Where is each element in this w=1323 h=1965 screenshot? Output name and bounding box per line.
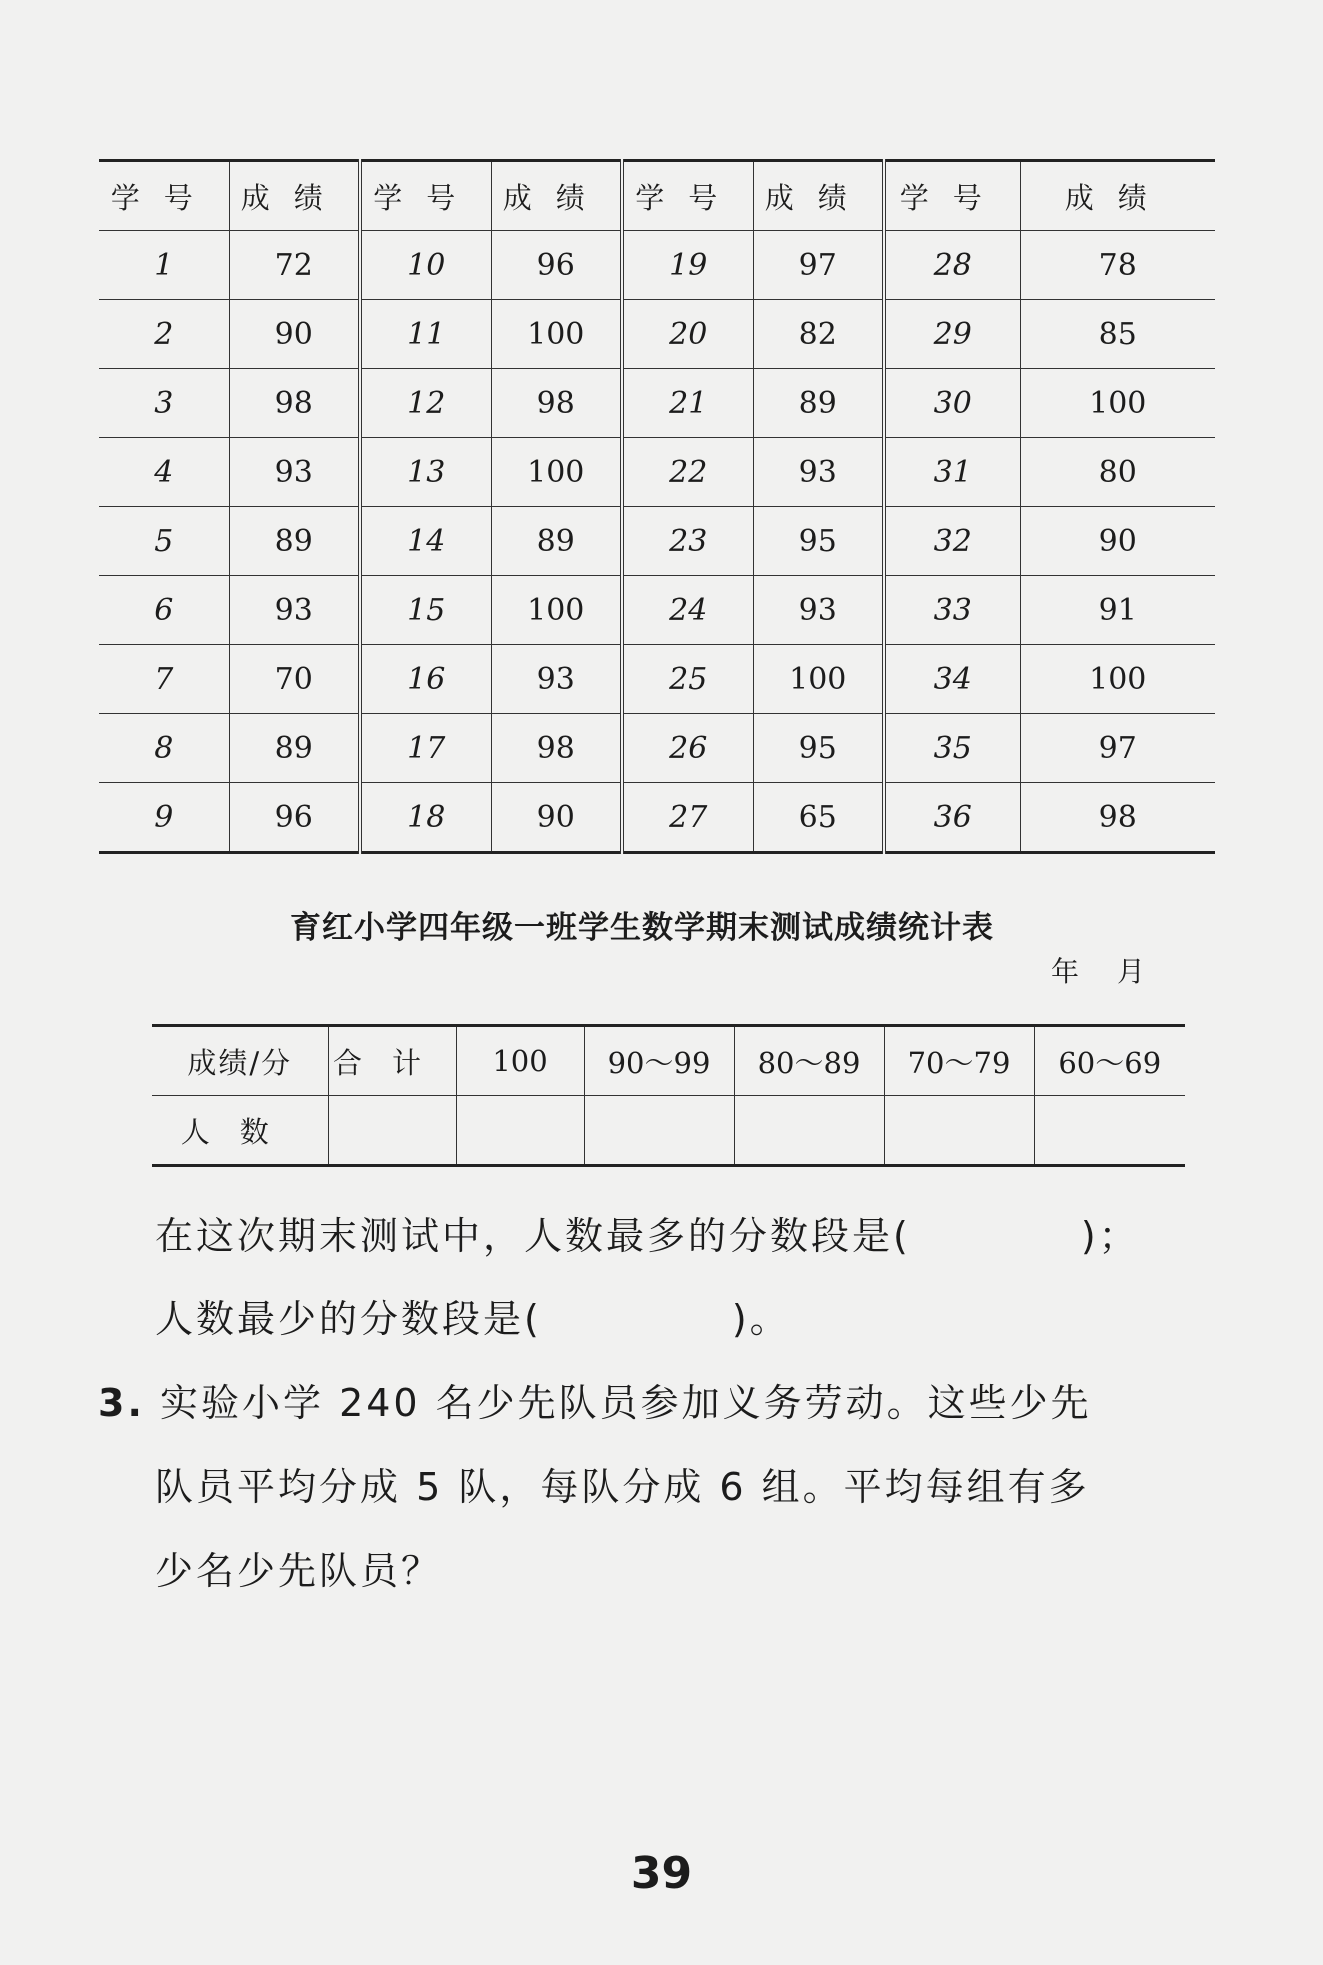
count-input-cell[interactable] [456, 1096, 584, 1166]
question2-line1-text: 在这次期末测试中，人数最多的分数段是( [155, 1214, 911, 1258]
student-id-cell: 33 [884, 576, 1020, 645]
table-row [99, 576, 1215, 645]
score-cell: 95 [753, 714, 884, 783]
table-row [99, 507, 1215, 576]
question2-line1 [155, 1205, 1140, 1260]
student-id-cell: 36 [884, 783, 1020, 853]
count-input-cell[interactable] [734, 1096, 884, 1166]
student-id-cell: 20 [622, 300, 753, 369]
score-cell: 91 [1020, 576, 1215, 645]
range-column-header: 70～79 [884, 1026, 1034, 1096]
score-cell: 89 [491, 507, 622, 576]
score-cell: 89 [229, 507, 360, 576]
header-score: 成绩 [491, 161, 622, 231]
total-column-header: 合计 [328, 1026, 456, 1096]
student-id-cell: 14 [360, 507, 491, 576]
score-cell: 70 [229, 645, 360, 714]
score-cell: 93 [229, 576, 360, 645]
count-label: 人数 [152, 1096, 328, 1166]
page-number: 39 [630, 1848, 693, 1899]
header-score: 成绩 [229, 161, 360, 231]
student-id-cell: 13 [360, 438, 491, 507]
student-id-cell: 3 [99, 369, 229, 438]
question2-line2-end: )。 [731, 1297, 791, 1341]
score-cell: 93 [491, 645, 622, 714]
count-input-cell[interactable] [584, 1096, 734, 1166]
student-id-cell: 2 [99, 300, 229, 369]
score-cell: 100 [491, 300, 622, 369]
table-row [99, 714, 1215, 783]
score-cell: 100 [1020, 369, 1215, 438]
range-column-header: 60～69 [1034, 1026, 1185, 1096]
student-id-cell: 11 [360, 300, 491, 369]
table-row [99, 300, 1215, 369]
student-id-cell: 24 [622, 576, 753, 645]
score-cell: 90 [1020, 507, 1215, 576]
score-cell: 90 [229, 300, 360, 369]
range-column-header: 80～89 [734, 1026, 884, 1096]
score-cell: 100 [753, 645, 884, 714]
score-cell: 98 [491, 714, 622, 783]
student-id-cell: 34 [884, 645, 1020, 714]
question3-line1-text: 实验小学 240 名少先队员参加义务劳动。这些少先 [159, 1381, 1092, 1425]
score-cell: 97 [753, 231, 884, 300]
header-student-id: 学号 [622, 161, 753, 231]
score-cell: 95 [753, 507, 884, 576]
header-score: 成绩 [753, 161, 884, 231]
count-input-cell[interactable] [328, 1096, 456, 1166]
question2-line2-text: 人数最少的分数段是( [155, 1297, 542, 1341]
question2-line1-end: )； [1080, 1214, 1140, 1258]
stats-count-row [152, 1096, 1185, 1166]
header-student-id: 学号 [884, 161, 1020, 231]
question3-line1 [98, 1372, 1092, 1427]
score-cell: 98 [491, 369, 622, 438]
student-id-cell: 19 [622, 231, 753, 300]
student-id-cell: 9 [99, 783, 229, 853]
score-cell: 100 [1020, 645, 1215, 714]
count-input-cell[interactable] [884, 1096, 1034, 1166]
student-id-cell: 30 [884, 369, 1020, 438]
table-row [99, 369, 1215, 438]
student-id-cell: 32 [884, 507, 1020, 576]
student-id-cell: 8 [99, 714, 229, 783]
score-cell: 98 [229, 369, 360, 438]
score-cell: 65 [753, 783, 884, 853]
score-table-header-row [99, 161, 1215, 231]
table-row [99, 783, 1215, 853]
score-cell: 93 [229, 438, 360, 507]
score-cell: 89 [753, 369, 884, 438]
stats-header-row [152, 1026, 1185, 1096]
question3-line3: 少名少先队员？ [155, 1549, 443, 1593]
score-cell: 96 [229, 783, 360, 853]
student-id-cell: 18 [360, 783, 491, 853]
header-student-id: 学号 [99, 161, 229, 231]
score-cell: 85 [1020, 300, 1215, 369]
student-id-cell: 23 [622, 507, 753, 576]
student-id-cell: 35 [884, 714, 1020, 783]
student-id-cell: 26 [622, 714, 753, 783]
student-id-cell: 21 [622, 369, 753, 438]
score-range-label: 成绩/分 [152, 1026, 328, 1096]
student-id-cell: 4 [99, 438, 229, 507]
header-student-id: 学号 [360, 161, 491, 231]
student-id-cell: 29 [884, 300, 1020, 369]
count-input-cell[interactable] [1034, 1096, 1185, 1166]
stats-table [152, 1024, 1185, 1167]
score-cell: 96 [491, 231, 622, 300]
score-cell: 89 [229, 714, 360, 783]
date-label: 年月 [1050, 955, 1183, 988]
question2-line2 [155, 1288, 791, 1343]
student-id-cell: 28 [884, 231, 1020, 300]
score-cell: 98 [1020, 783, 1215, 853]
score-cell: 93 [753, 576, 884, 645]
score-cell: 72 [229, 231, 360, 300]
student-id-cell: 5 [99, 507, 229, 576]
score-cell: 80 [1020, 438, 1215, 507]
table-row [99, 231, 1215, 300]
score-cell: 78 [1020, 231, 1215, 300]
question3-number: 3. [98, 1381, 145, 1425]
score-cell: 100 [491, 438, 622, 507]
student-id-cell: 12 [360, 369, 491, 438]
student-id-cell: 7 [99, 645, 229, 714]
stats-table-title: 育红小学四年级一班学生数学期末测试成绩统计表 [290, 910, 994, 946]
student-id-cell: 31 [884, 438, 1020, 507]
student-id-cell: 10 [360, 231, 491, 300]
student-id-cell: 17 [360, 714, 491, 783]
score-cell: 90 [491, 783, 622, 853]
question3-line2: 队员平均分成 5 队，每队分成 6 组。平均每组有多 [155, 1465, 1090, 1509]
student-id-cell: 25 [622, 645, 753, 714]
table-row [99, 645, 1215, 714]
range-column-header: 100 [456, 1026, 584, 1096]
student-id-cell: 27 [622, 783, 753, 853]
student-id-cell: 1 [99, 231, 229, 300]
score-cell: 93 [753, 438, 884, 507]
header-score: 成绩 [1020, 161, 1215, 231]
score-table [99, 159, 1215, 854]
student-id-cell: 15 [360, 576, 491, 645]
student-id-cell: 22 [622, 438, 753, 507]
score-cell: 97 [1020, 714, 1215, 783]
table-row [99, 438, 1215, 507]
score-cell: 100 [491, 576, 622, 645]
student-id-cell: 16 [360, 645, 491, 714]
student-id-cell: 6 [99, 576, 229, 645]
range-column-header: 90～99 [584, 1026, 734, 1096]
score-cell: 82 [753, 300, 884, 369]
